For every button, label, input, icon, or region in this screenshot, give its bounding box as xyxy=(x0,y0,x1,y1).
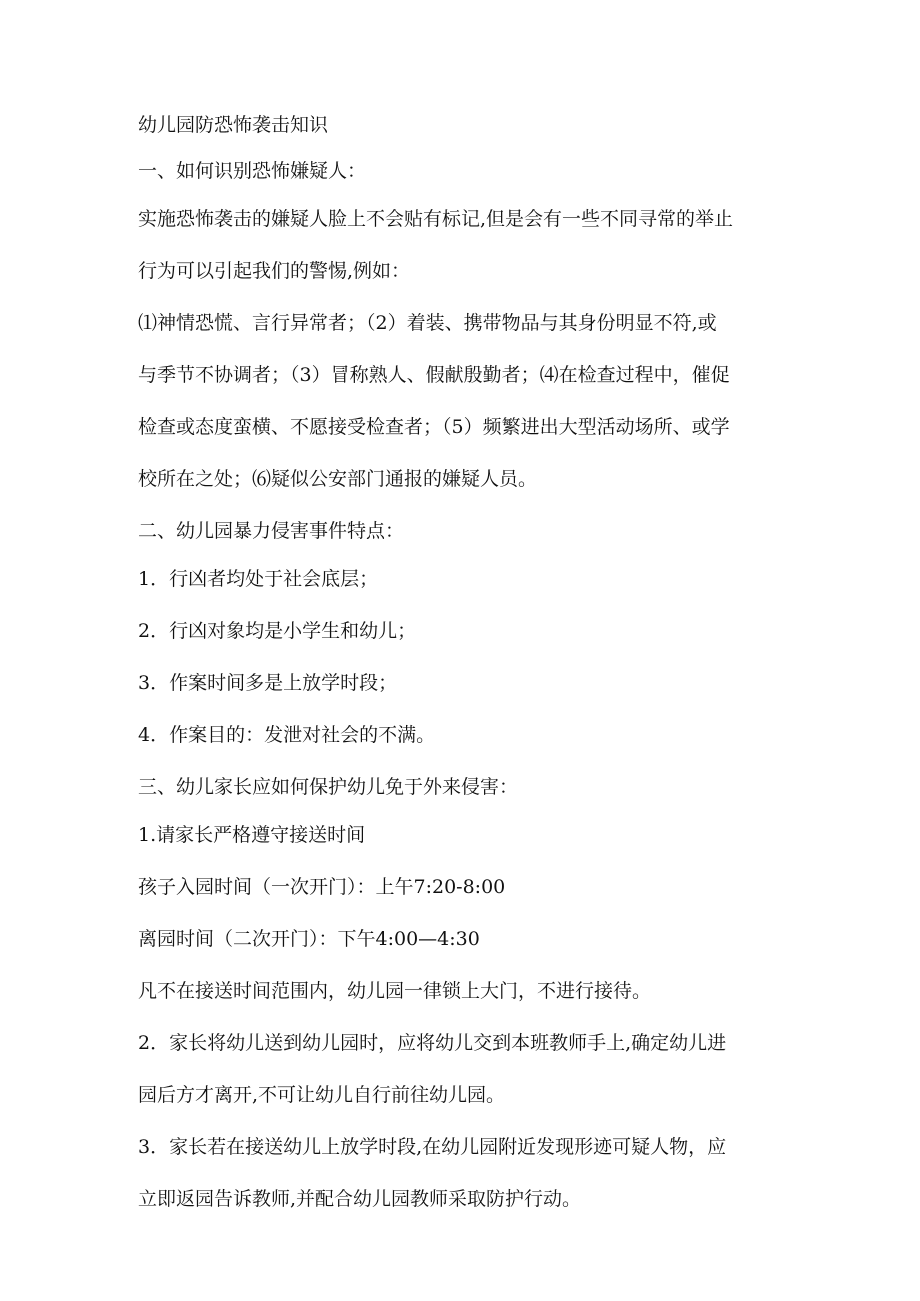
section-2-item-2: 2．行凶对象均是小学生和幼儿； xyxy=(138,620,417,642)
section-3-item-3-line-2: 立即返园告诉教师,并配合幼儿园教师采取防护行动。 xyxy=(138,1188,582,1210)
section-1-intro-line-1: 实施恐怖袭击的嫌疑人脸上不会贴有标记,但是会有一些不同寻常的举止 xyxy=(138,208,734,230)
section-1-heading: 一、如何识别恐怖嫌疑人： xyxy=(138,160,367,182)
section-3-item-1-time-in: 孩子入园时间（一次开门）：上午7:20-8:00 xyxy=(138,876,506,898)
section-3-item-2-line-1: 2．家长将幼儿送到幼儿园时，应将幼儿交到本班教师手上,确定幼儿进 xyxy=(138,1032,727,1054)
section-3-item-1-title: 1.请家长严格遵守接送时间 xyxy=(138,824,366,846)
section-3-heading: 三、幼儿家长应如何保护幼儿免于外来侵害： xyxy=(138,776,519,798)
section-3-item-2-line-2: 园后方才离开,不可让幼儿自行前往幼儿园。 xyxy=(138,1084,506,1106)
document-title: 幼儿园防恐怖袭击知识 xyxy=(138,114,329,136)
section-2-heading: 二、幼儿园暴力侵害事件特点： xyxy=(138,520,405,542)
section-1-list-line-4: 校所在之处；⑹疑似公安部门通报的嫌疑人员。 xyxy=(138,468,538,490)
section-2-item-4: 4．作案目的：发泄对社会的不满。 xyxy=(138,724,436,746)
section-3-item-3-line-1: 3．家长若在接送幼儿上放学时段,在幼儿园附近发现形迹可疑人物，应 xyxy=(138,1136,727,1158)
section-3-item-1-time-out: 离园时间（二次开门）：下午4:00—4:30 xyxy=(138,928,480,950)
document-body xyxy=(138,112,788,1238)
section-1-intro-line-2: 行为可以引起我们的警惕,例如： xyxy=(138,260,411,282)
section-2-item-3: 3．作案时间多是上放学时段； xyxy=(138,672,398,694)
section-1-list-line-2: 与季节不协调者；（3）冒称熟人、假献殷勤者；⑷在检查过程中，催促 xyxy=(138,364,730,386)
section-3-item-1-note: 凡不在接送时间范围内，幼儿园一律锁上大门，不进行接待。 xyxy=(138,980,652,1002)
section-1-list-line-1: ⑴神情恐慌、言行异常者；（2）着装、携带物品与其身份明显不符,或 xyxy=(138,312,717,334)
section-1-list-line-3: 检查或态度蛮横、不愿接受检查者；（5）频繁进出大型活动场所、或学 xyxy=(138,416,730,438)
section-2-item-1: 1．行凶者均处于社会底层； xyxy=(138,568,379,590)
